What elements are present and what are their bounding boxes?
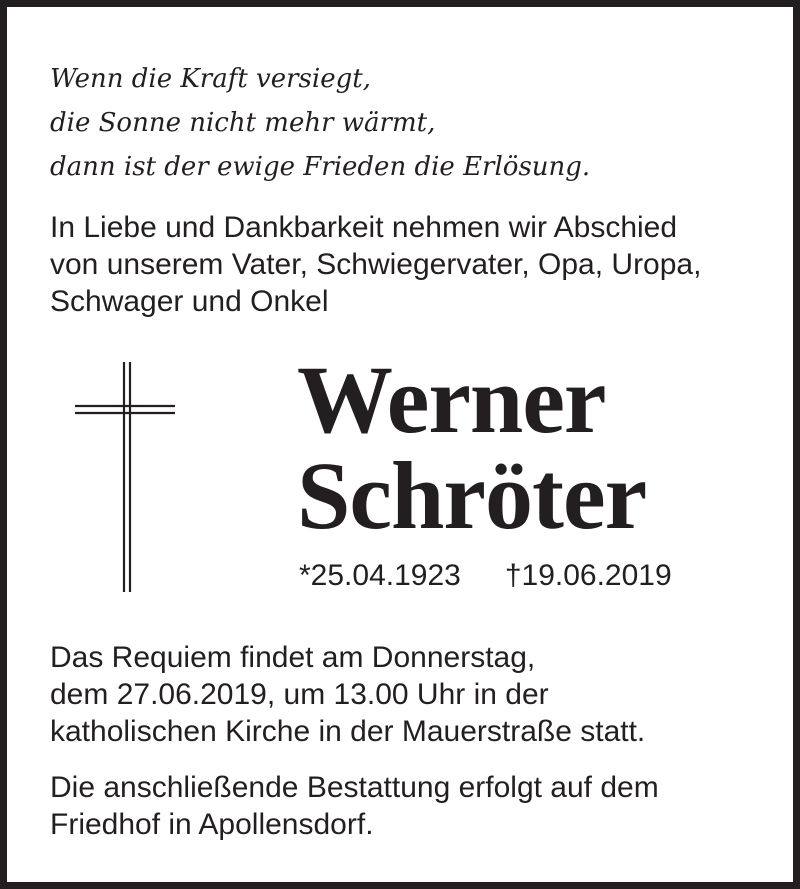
service-line-2: dem 27.06.2019, um 13.00 Uhr in der	[50, 678, 549, 711]
intro-line-2: von unserem Vater, Schwiegervater, Opa, Uropa,	[50, 248, 702, 281]
last-name: Schröter	[297, 442, 647, 549]
service-line-3: katholischen Kirche in der Mauerstraße statt.	[50, 715, 646, 748]
birth-date: *25.04.1923	[299, 559, 461, 592]
cross-icon	[73, 362, 177, 594]
requiem-notice	[50, 639, 645, 750]
burial-notice	[50, 769, 659, 843]
farewell-intro	[50, 209, 701, 320]
poem	[50, 57, 590, 189]
death-date: †19.06.2019	[504, 559, 672, 592]
intro-line-1: In Liebe und Dankbarkeit nehmen wir Abschied	[50, 211, 678, 244]
first-name: Werner	[297, 346, 606, 453]
service-line-1: Das Requiem findet am Donnerstag,	[50, 641, 536, 674]
life-dates	[299, 559, 672, 593]
intro-line-3: Schwager und Onkel	[50, 285, 329, 318]
burial-line-2: Friedhof in Apollensdorf.	[50, 808, 374, 841]
burial-line-1: Die anschließende Bestattung erfolgt auf dem	[50, 771, 659, 804]
poem-line-1: Wenn die Kraft versiegt,	[50, 64, 371, 94]
poem-line-3: dann ist der ewige Frieden die Erlösung.	[50, 152, 591, 182]
deceased-name	[297, 346, 647, 549]
poem-line-2: die Sonne nicht mehr wärmt,	[50, 108, 436, 138]
